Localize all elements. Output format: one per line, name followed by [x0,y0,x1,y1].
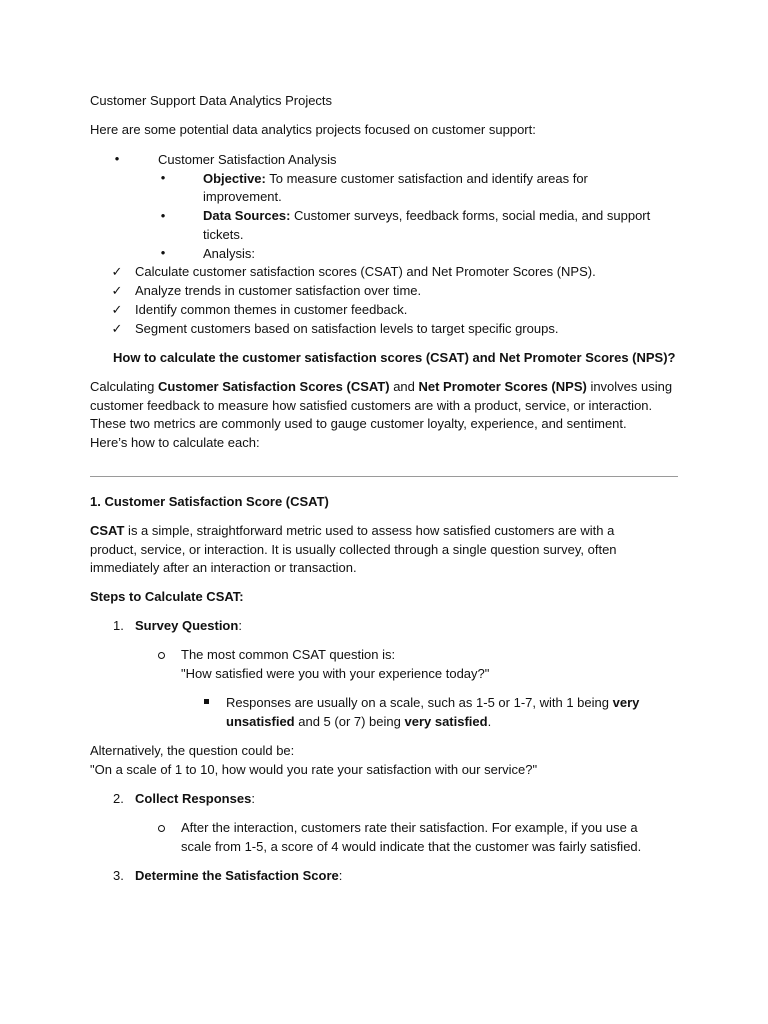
very-term: very [612,695,640,710]
check-icon: ✓ [111,283,123,298]
circle-bullet-icon [158,652,165,659]
circle-bullet-icon [158,825,165,832]
step-1-sub-line2: "How satisfied were you with your experience today?" [181,666,490,681]
objective-text: To measure customer satisfaction and identify areas for [265,171,588,186]
question-heading: How to calculate the customer satisfaction scores (CSAT) and Net Promoter Scores (NPS)? [113,350,676,365]
document-title: Customer Support Data Analytics Projects [90,93,333,108]
alt-question-line1: Alternatively, the question could be: [90,743,295,758]
step-3-label: Determine the Satisfaction Score [135,868,339,883]
step-2-label: Collect Responses [135,791,252,806]
square-bullet-icon [204,699,209,704]
alt-question-line2: "On a scale of 1 to 10, how would you rate your satisfaction with our service?" [90,762,538,777]
objective-label: Objective: [203,171,266,186]
horizontal-divider [90,476,678,477]
step-1-line [135,616,242,635]
section-heading-csat: 1. Customer Satisfaction Score (CSAT) [90,494,329,509]
objective-line [203,169,588,188]
step-number: 2. [113,791,124,806]
csat-text: is a simple, straightforward metric used to assess how satisfied customers are with a [124,523,615,538]
csat-paragraph-line2: product, service, or interaction. It is usually collected through a single question survey, often [90,542,617,557]
calc-text: involves using [586,379,673,394]
check-item: Identify common themes in customer feedback. [135,302,408,317]
scale-text: and 5 (or 7) being [294,714,405,729]
data-sources-label: Data Sources: [203,208,291,223]
bullet-glyph: • [114,151,120,166]
scale-text: Responses are usually on a scale, such as 1-5 or 1-7, with 1 being [226,695,613,710]
step-number: 1. [113,618,124,633]
step-1-sub-line1: The most common CSAT question is: [181,647,396,662]
step-3-line [135,866,342,885]
bullet-glyph: • [160,170,166,185]
check-item: Segment customers based on satisfaction levels to target specific groups. [135,321,559,336]
bullet-glyph: • [160,208,166,223]
calc-text: Calculating [90,379,158,394]
unsatisfied-term: unsatisfied [226,714,295,729]
csat-term: CSAT [90,523,125,538]
data-sources-text: Customer surveys, feedback forms, social media, and support [290,208,651,223]
project-name: Customer Satisfaction Analysis [158,152,337,167]
calc-text: and [389,379,419,394]
step-2-sub-line1: After the interaction, customers rate their satisfaction. For example, if you use a [181,820,638,835]
data-sources-line [203,206,650,225]
calc-paragraph-line4: Here’s how to calculate each: [90,435,260,450]
check-icon: ✓ [111,321,123,336]
period: . [487,714,492,729]
colon: : [238,618,242,633]
steps-heading: Steps to Calculate CSAT: [90,589,244,604]
scale-line2 [226,712,491,731]
calc-paragraph-line3: These two metrics are commonly used to gauge customer loyalty, experience, and sentiment. [90,416,627,431]
csat-term: Customer Satisfaction Scores (CSAT) [157,379,390,394]
intro-text: Here are some potential data analytics projects focused on customer support: [90,122,536,137]
check-item: Calculate customer satisfaction scores (CSAT) and Net Promoter Scores (NPS). [135,264,596,279]
step-2-line [135,789,255,808]
colon: : [338,868,343,883]
step-number: 3. [113,868,124,883]
colon: : [251,791,255,806]
step-2-sub-line2: scale from 1-5, a score of 4 would indicate that the customer was fairly satisfied. [181,839,642,854]
very-satisfied-term: very satisfied [404,714,488,729]
csat-paragraph-line3: immediately after an interaction or transaction. [90,560,357,575]
objective-text-cont: improvement. [203,189,282,204]
step-1-label: Survey Question [135,618,239,633]
analysis-label: Analysis: [203,246,256,261]
check-icon: ✓ [111,264,123,279]
calc-paragraph-line1 [90,377,672,396]
data-sources-text-cont: tickets. [203,227,244,242]
scale-line1 [226,693,639,712]
csat-paragraph-line1 [90,521,614,540]
check-item: Analyze trends in customer satisfaction over time. [135,283,422,298]
check-icon: ✓ [111,302,123,317]
calc-paragraph-line2: customer feedback to measure how satisfied customers are with a product, service, or interaction. [90,398,653,413]
nps-term: Net Promoter Scores (NPS) [418,379,587,394]
bullet-glyph: • [160,245,166,260]
